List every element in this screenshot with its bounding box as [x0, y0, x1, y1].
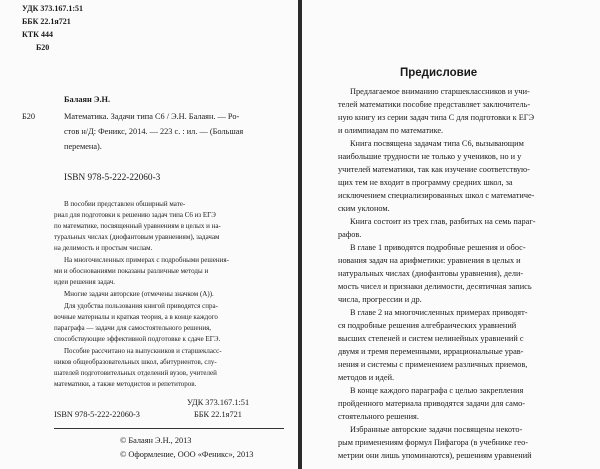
annotation-line: параграфа — задачи для самостоятельного решения, [54, 324, 212, 332]
bbk-bottom: ББК 22.1я721 [194, 410, 242, 419]
isbn-bottom: ISBN 978-5-222-22060-3 [54, 410, 140, 419]
annotation-line: вочные материалы и краткая теория, а в конце каждого [54, 313, 218, 321]
annotation-line: идеи решения задач. [54, 278, 116, 286]
annotation-line: математики, а также методистов и репетиторов. [54, 380, 197, 388]
preface-line: нования задач на арифметики: уравнения в целых и [338, 256, 521, 265]
divider-rule [54, 428, 284, 429]
preface-line: мость чисел и признаки делимости, десятичная запись [338, 282, 532, 291]
annotation-line: В пособии представлен обширный мате- [64, 200, 186, 208]
preface-line: ся подробные решения алгебраических уравнений [338, 321, 517, 330]
preface-line: ским уклоном. [338, 204, 390, 213]
annotation-line: туральных числах (диофантовым уравнениям), задачам [54, 233, 220, 241]
right-page-preface [302, 0, 600, 469]
preface-line: натуральных числах (диофантовы уравнения), дели- [338, 269, 524, 278]
preface-line: наибольшие трудности не только у учеников, но и у [338, 152, 522, 161]
author-sign: Б20 [36, 43, 50, 52]
preface-line: щих тем не входит в программу средних школ, за [338, 178, 513, 187]
preface-line: ную книгу из серии задач типа С для подготовки к ЕГЭ [338, 113, 535, 122]
preface-title: Предисловие [400, 67, 478, 79]
annotation-line: Пособие рассчитано на выпускников и старшекласс- [64, 347, 222, 355]
preface-line: рым применениям формул Пифагора (в учебнике гео- [338, 438, 529, 447]
copyright-publisher: © Оформление, ООО «Феникс», 2013 [120, 450, 254, 459]
annotation-line: Для удобства пользования книгой приводятся спра- [64, 302, 218, 310]
preface-line: исключением специализированных школ с математиче- [338, 191, 535, 200]
preface-line: числа, прогрессии и др. [338, 295, 422, 304]
annotation-line: шателей подготовительных отделений вузов, учителей [54, 369, 217, 377]
left-page-imprint [0, 0, 298, 469]
annotation-line: на делимость и простым числам. [54, 244, 153, 252]
preface-line: В главе 2 на многочисленных примерах приводят- [350, 308, 528, 317]
preface-line: стоятельного решения. [338, 412, 419, 421]
preface-line: двумя и тремя переменными, иррациональные урав- [338, 347, 524, 356]
annotation-line: ников общеобразовательных школ, абитуриентов, слу- [54, 358, 217, 366]
preface-line: учителей математики, так как изучение соответствую- [338, 165, 530, 174]
preface-line: высших степеней и систем нелинейных уравнений с [338, 334, 524, 343]
annotation-line: Многие задачи авторские (отмечены значком (А)). [64, 290, 214, 298]
ktk-code: КТК 444 [22, 30, 53, 39]
preface-line: В конце каждого параграфа с целью закрепления [350, 386, 524, 395]
preface-line: нения и системы с применением различных приемов, [338, 360, 528, 369]
annotation-line: На многочисленных примерах с подробными решения- [64, 256, 229, 264]
udk-code: УДК 373.167.1:51 [22, 4, 84, 13]
author-name: Балаян Э.Н. [64, 95, 111, 104]
record-line: Математика. Задачи типа С6 / Э.Н. Балаян. — Ро- [64, 112, 240, 121]
preface-line: Избранные авторские задачи посвящены некото- [350, 425, 523, 434]
isbn-top: ISBN 978-5-222-22060-3 [64, 173, 161, 183]
preface-line: рафов. [338, 230, 362, 239]
preface-line: метрии они лишь упоминаются), решениям уравнений [338, 451, 532, 460]
preface-line: телей математики пособие представляет заключитель- [338, 100, 531, 109]
record-line: перемена). [64, 142, 102, 151]
annotation-line: по математике, посвященный уравнениям в целых и на- [54, 222, 221, 230]
annotation-line: способствующие эффективной подготовке к сдаче ЕГЭ. [54, 335, 221, 343]
preface-line: пройденного материала приводятся задачи для само- [338, 399, 525, 408]
annotation-line: риал для подготовки к решению задач типа С6 из ЕГЭ [54, 211, 216, 219]
record-code: Б20 [22, 112, 36, 121]
bbk-code: ББК 22.1я721 [22, 17, 71, 26]
preface-line: Предлагаемое вниманию старшеклассников и учи- [350, 87, 530, 96]
preface-line: и олимпиадам по математике. [338, 126, 444, 135]
preface-line: В главе 1 приводятся подробные решения и обос- [350, 243, 526, 252]
udk-bottom: УДК 373.167.1:51 [187, 398, 250, 407]
preface-line: Книга посвящена задачам типа С6, вызывающим [350, 139, 524, 148]
preface-line: методов и идей. [338, 373, 395, 382]
annotation-line: ми и обоснованиями показаны различные методы и [54, 267, 209, 275]
preface-line: Книга состоит из трех глав, разбитых на семь параг- [350, 217, 536, 226]
copyright-author: © Балаян Э.Н., 2013 [120, 436, 192, 445]
record-line: стов н/Д: Феникс, 2014. — 223 с. : ил. — (Большая [64, 127, 244, 136]
